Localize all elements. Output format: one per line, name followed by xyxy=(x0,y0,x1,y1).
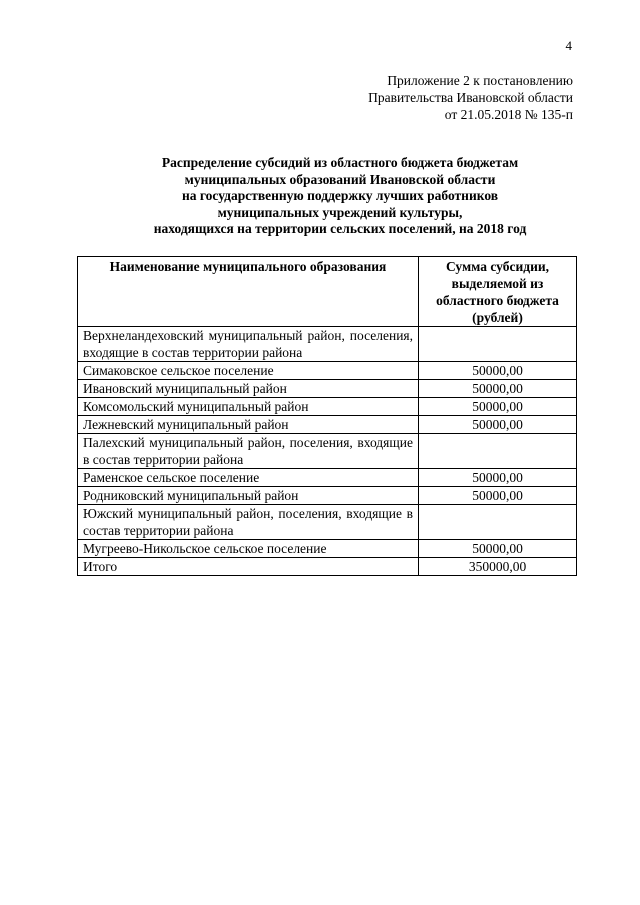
row-name: Комсомольский муниципальный район xyxy=(78,398,419,416)
table-row-total xyxy=(78,558,577,576)
column-header-sum: Сумма субсидии, выделяемой из областного бюджета (рублей) xyxy=(419,257,577,327)
row-sum: 50000,00 xyxy=(419,398,577,416)
column-header-name: Наименование муниципального образования xyxy=(78,257,419,327)
row-name: Палехский муниципальный район, поселения, входящие в состав территории района xyxy=(78,434,419,469)
row-sum: 50000,00 xyxy=(419,362,577,380)
table-row xyxy=(78,434,577,469)
row-name: Симаковское сельское поселение xyxy=(78,362,419,380)
row-name: Раменское сельское поселение xyxy=(78,469,419,487)
row-name: Итого xyxy=(78,558,419,576)
row-name: Родниковский муниципальный район xyxy=(78,487,419,505)
row-name: Верхнеландеховский муниципальный район, поселения, входящие в состав территории района xyxy=(78,327,419,362)
row-sum: 50000,00 xyxy=(419,469,577,487)
row-sum: 50000,00 xyxy=(419,416,577,434)
table-row xyxy=(78,540,577,558)
page-number: 4 xyxy=(565,38,572,53)
title-line: муниципальных образований Ивановской области xyxy=(184,171,496,187)
table-row xyxy=(78,380,577,398)
table-row xyxy=(78,362,577,380)
row-name: Мугреево-Никольское сельское поселение xyxy=(78,540,419,558)
table-row xyxy=(78,487,577,505)
row-sum: 50000,00 xyxy=(419,487,577,505)
row-sum: 50000,00 xyxy=(419,380,577,398)
row-name: Лежневский муниципальный район xyxy=(78,416,419,434)
title-line: Распределение субсидий из областного бюджета бюджетам xyxy=(161,155,519,170)
table-row xyxy=(78,398,577,416)
row-sum: 350000,00 xyxy=(419,558,577,576)
row-sum xyxy=(419,505,577,540)
title-line: на государственную поддержку лучших работников xyxy=(181,188,499,203)
appendix-block xyxy=(368,72,573,123)
table-row xyxy=(78,505,577,540)
row-name: Ивановский муниципальный район xyxy=(78,380,419,398)
table-row xyxy=(78,469,577,487)
appendix-line: от 21.05.2018 № 135-п xyxy=(444,107,573,122)
row-name: Южский муниципальный район, поселения, входящие в состав территории района xyxy=(78,505,419,540)
title-line: муниципальных учреждений культуры, xyxy=(217,204,463,220)
appendix-line: Приложение 2 к постановлению xyxy=(387,73,573,88)
table-row xyxy=(78,327,577,362)
row-sum: 50000,00 xyxy=(419,540,577,558)
document-title xyxy=(60,155,620,238)
row-sum xyxy=(419,327,577,362)
row-sum xyxy=(419,434,577,469)
table-row xyxy=(78,416,577,434)
appendix-line: Правительства Ивановской области xyxy=(368,90,573,105)
title-line: находящихся на территории сельских поселений, на 2018 год xyxy=(153,221,527,236)
table-header-row xyxy=(78,257,577,327)
subsidy-table xyxy=(77,256,577,576)
